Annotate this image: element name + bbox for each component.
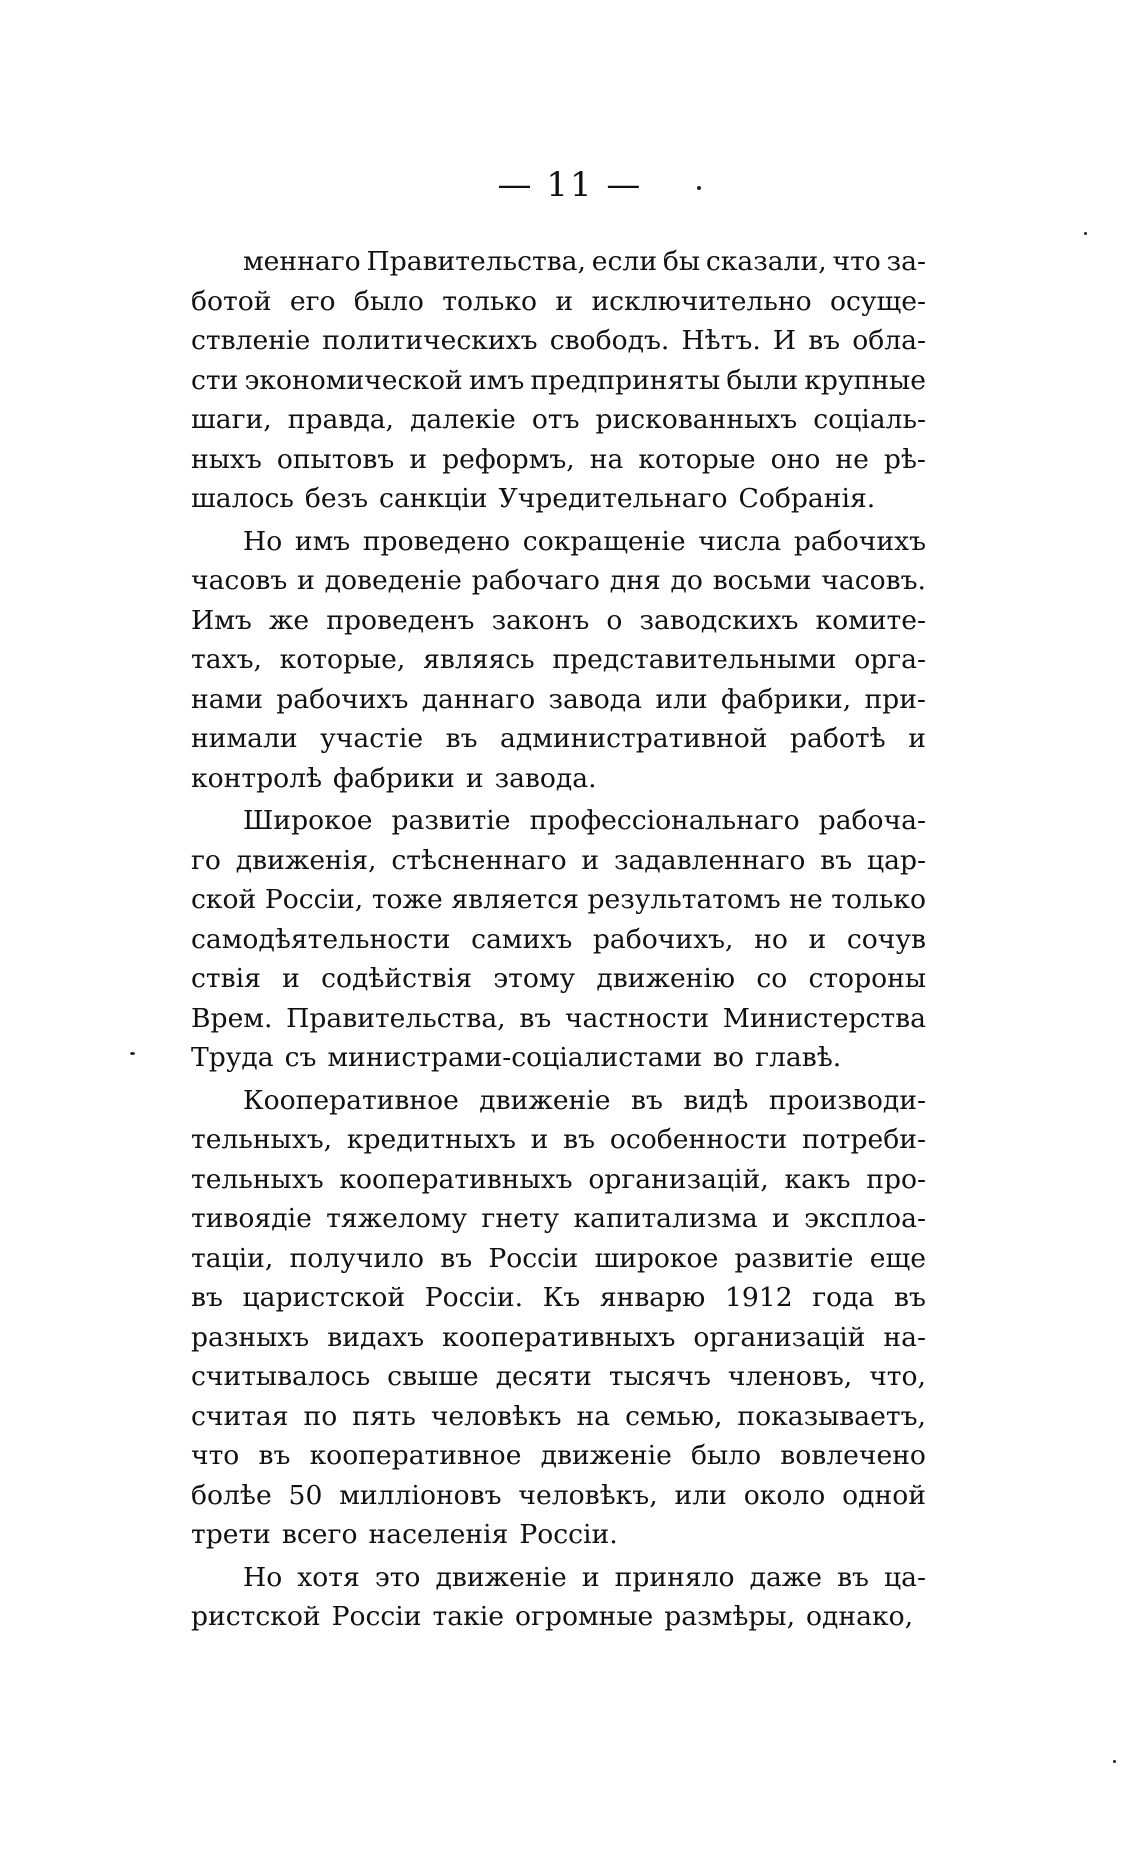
word: что,	[869, 1361, 926, 1392]
word: профессіональнаго	[529, 805, 800, 836]
word: го	[191, 844, 221, 876]
word: Собранія.	[738, 483, 876, 514]
word: осуще-	[829, 285, 926, 317]
word: шалось	[191, 483, 294, 514]
page-number: — 11 —	[497, 165, 643, 205]
word: тивоядіе	[191, 1203, 312, 1234]
word: но	[754, 923, 788, 955]
word: даннаго	[421, 683, 536, 715]
word: Но	[243, 1561, 283, 1593]
word: милліоновъ	[339, 1479, 502, 1511]
word: Нѣтъ.	[681, 325, 761, 356]
word: заводскихъ	[639, 604, 799, 636]
text-line	[191, 242, 926, 282]
word: пять	[352, 1400, 416, 1432]
text-line	[191, 640, 926, 680]
word: фабрики,	[720, 683, 852, 715]
word: движеніе	[479, 1084, 611, 1116]
word: движенія,	[235, 844, 377, 876]
word: даже	[749, 1561, 823, 1593]
word: Имъ	[191, 604, 252, 636]
word: Правительства,	[286, 1002, 506, 1034]
text-line	[191, 321, 926, 361]
word: такіе	[432, 1601, 504, 1632]
word: въ	[837, 1561, 869, 1593]
word: сочув	[846, 923, 926, 955]
word: и	[808, 923, 827, 955]
word: кооперативныхъ	[339, 1163, 573, 1195]
word: рабочаго	[471, 565, 600, 596]
text-line	[191, 1199, 926, 1239]
word: Врем.	[191, 1002, 273, 1034]
word: доведеніе	[324, 565, 462, 596]
word: завода	[548, 683, 643, 715]
word: около	[743, 1479, 826, 1511]
text-line	[191, 1357, 926, 1397]
text-line	[191, 361, 926, 401]
word: которые,	[279, 644, 406, 675]
word: эксплоа-	[804, 1203, 926, 1234]
word: сказали,	[705, 246, 827, 277]
word: оно	[770, 443, 821, 475]
text-line	[191, 801, 926, 841]
word: по	[303, 1400, 338, 1432]
word: самодѣятельности	[191, 923, 451, 955]
paragraph	[191, 522, 926, 799]
word: сокращеніе	[522, 525, 686, 557]
word: ца-	[884, 1561, 926, 1593]
word: въ	[808, 325, 841, 356]
word: стѣсненнаго	[391, 844, 567, 876]
word: и	[555, 285, 574, 317]
word: этому	[493, 963, 576, 994]
word: свыше	[387, 1361, 479, 1392]
paragraph	[191, 801, 926, 1078]
word: нами	[191, 683, 263, 715]
word: видѣ	[683, 1084, 749, 1116]
word: рабочихъ,	[592, 923, 734, 955]
word: главѣ.	[755, 1042, 842, 1073]
word: при-	[864, 683, 926, 715]
word: результатомъ	[587, 884, 781, 915]
text-line	[191, 1397, 926, 1437]
word: и	[581, 1561, 600, 1593]
word: бы	[662, 246, 701, 277]
speck	[130, 1052, 135, 1055]
text-line	[191, 680, 926, 720]
word: ствія	[191, 963, 261, 994]
word: Россіи,	[264, 884, 364, 915]
word: контролѣ	[191, 762, 323, 794]
word: и	[772, 1203, 790, 1234]
word: въ	[820, 844, 853, 876]
word: и	[297, 565, 315, 596]
word: размѣры,	[664, 1601, 796, 1632]
word: семью,	[625, 1400, 723, 1432]
text-line	[191, 1239, 926, 1279]
text-line	[191, 1081, 926, 1121]
word: часовъ	[191, 565, 288, 596]
word: шаги,	[191, 404, 272, 435]
word: это	[374, 1561, 421, 1593]
word: Широкое	[243, 805, 373, 836]
word: человѣкъ,	[518, 1479, 658, 1511]
word: частности	[564, 1002, 710, 1034]
text-line	[191, 282, 926, 322]
word: человѣкъ	[430, 1400, 562, 1432]
text-line	[191, 999, 926, 1039]
word: тахъ,	[191, 644, 262, 675]
word: особенности	[609, 1124, 788, 1155]
word: и	[409, 443, 428, 475]
word: рискованныхъ	[595, 404, 798, 435]
word: видахъ	[327, 1321, 425, 1353]
text-line	[191, 440, 926, 480]
text-line	[191, 522, 926, 562]
word: если	[591, 246, 658, 277]
word: не	[835, 443, 869, 475]
text-line	[191, 1038, 926, 1078]
word: политическихъ	[322, 325, 538, 356]
text-line	[191, 920, 926, 960]
word: кооперативныхъ	[442, 1321, 676, 1353]
word: меннаго	[243, 246, 361, 277]
word: Россіи	[331, 1601, 422, 1632]
word: Но	[243, 525, 283, 557]
word: десяти	[495, 1361, 592, 1392]
text-line	[191, 880, 926, 920]
word: въ	[445, 723, 478, 754]
word: что	[191, 1440, 240, 1471]
word: свободъ.	[549, 325, 670, 356]
word: въ	[258, 1440, 291, 1471]
word: имъ	[468, 364, 525, 396]
word: было	[691, 1440, 762, 1471]
text-line	[191, 1558, 926, 1598]
word: и	[530, 1124, 549, 1155]
word: въ	[519, 1002, 552, 1034]
word: являясь	[423, 644, 535, 675]
text-line	[191, 1160, 926, 1200]
word: только	[831, 884, 926, 915]
word: рѣ-	[883, 443, 926, 475]
word: фабрики	[333, 762, 455, 794]
word: только	[442, 285, 538, 317]
word: о	[606, 604, 623, 636]
word: комите-	[815, 604, 926, 636]
paragraph	[191, 1558, 926, 1637]
word: санкціи	[379, 483, 488, 514]
word: 1912	[724, 1282, 793, 1313]
word: Труда	[191, 1042, 274, 1073]
word: работѣ	[790, 723, 886, 754]
word: проведенъ	[326, 604, 475, 636]
word: населенія	[368, 1519, 509, 1550]
word: исключительно	[591, 285, 812, 317]
word: проведено	[362, 525, 511, 557]
word: рабочихъ	[793, 525, 926, 557]
word: въ	[563, 1124, 596, 1155]
word: тоже	[371, 884, 443, 915]
text-line	[191, 959, 926, 999]
word: ствленіе	[191, 325, 311, 356]
word: реформъ,	[442, 443, 575, 475]
word: опытовъ	[276, 443, 395, 475]
word: тысячъ	[608, 1361, 711, 1392]
word: до	[670, 565, 703, 596]
word: нимали	[191, 723, 298, 754]
word: разныхъ	[191, 1321, 310, 1353]
word: какъ	[784, 1163, 851, 1195]
word: завода.	[494, 762, 597, 794]
word: и	[282, 963, 300, 994]
word: хотя	[297, 1561, 360, 1593]
word: вовлечено	[780, 1440, 926, 1471]
speck	[1113, 1760, 1116, 1763]
word: еще	[869, 1242, 926, 1274]
text-line	[191, 479, 926, 519]
word: приняло	[614, 1561, 735, 1593]
word: стороны	[808, 963, 926, 994]
speck	[697, 186, 701, 190]
word: правда,	[287, 404, 395, 435]
word: были	[726, 364, 799, 396]
text-line	[191, 601, 926, 641]
word: болѣе	[191, 1479, 272, 1511]
word: развитіе	[734, 1242, 854, 1274]
word: въ	[630, 1084, 663, 1116]
word: участіе	[320, 723, 424, 754]
word: ботой	[191, 285, 272, 317]
word: гнету	[481, 1203, 560, 1234]
word: является	[451, 884, 579, 915]
word: широкое	[594, 1242, 719, 1274]
word: крупные	[804, 364, 926, 396]
word: орга-	[854, 644, 926, 675]
word: или	[655, 683, 708, 715]
word: во	[713, 1042, 745, 1073]
word: таціи,	[191, 1242, 274, 1274]
word: кооперативное	[309, 1440, 522, 1471]
word: развитіе	[391, 805, 511, 836]
word: дня	[609, 565, 661, 596]
word: ской	[191, 884, 257, 915]
text-line	[191, 1436, 926, 1476]
word: капитализма	[573, 1203, 758, 1234]
word: же	[268, 604, 310, 636]
word: и	[908, 723, 926, 754]
word: или	[674, 1479, 727, 1511]
word: трети	[191, 1519, 271, 1550]
word: что	[832, 246, 881, 277]
word: въ	[440, 1242, 473, 1274]
word: И	[772, 325, 797, 356]
word: числа	[698, 525, 782, 557]
word: всего	[281, 1519, 358, 1550]
word: движеніе	[540, 1440, 672, 1471]
word: тяжелому	[326, 1203, 468, 1234]
word: одной	[842, 1479, 926, 1511]
word: не	[789, 884, 823, 915]
word: часовъ.	[821, 565, 926, 596]
word: на-	[883, 1321, 926, 1353]
body-text	[191, 242, 926, 1637]
word: производи-	[768, 1084, 926, 1116]
word: за-	[886, 246, 926, 277]
word: Россіи	[488, 1242, 579, 1274]
word: кредитныхъ	[346, 1124, 516, 1155]
text-line	[191, 561, 926, 601]
word: обла-	[852, 325, 926, 356]
word: 50	[288, 1479, 323, 1511]
word: въ	[894, 1282, 926, 1313]
word: организацій,	[588, 1163, 769, 1195]
word: Россіи.	[424, 1282, 524, 1313]
word: далекіе	[410, 404, 516, 435]
word: цар-	[867, 844, 926, 876]
word: потреби-	[802, 1124, 926, 1155]
text-line	[191, 841, 926, 881]
word: было	[353, 285, 424, 317]
text-line	[191, 1120, 926, 1160]
text-line	[191, 1476, 926, 1516]
text-line	[191, 1515, 926, 1555]
word: представительными	[552, 644, 837, 675]
word: движеніе	[435, 1561, 567, 1593]
word: Правительства,	[366, 246, 586, 277]
speck	[1084, 232, 1087, 235]
word: Россіи.	[519, 1519, 618, 1550]
word: имъ	[294, 525, 351, 557]
word: Кооперативное	[243, 1084, 459, 1116]
word: однако,	[806, 1601, 914, 1632]
word: на	[589, 443, 624, 475]
word: съ	[284, 1042, 317, 1073]
paragraph	[191, 1081, 926, 1555]
word: въ	[191, 1282, 223, 1313]
word: предприняты	[530, 364, 721, 396]
word: получило	[289, 1242, 425, 1274]
word: огромные	[514, 1601, 654, 1632]
word: содѣйствія	[321, 963, 472, 994]
word: тельныхъ	[191, 1163, 324, 1195]
word: министрами-соціалистами	[327, 1042, 703, 1073]
word: ристской	[191, 1601, 321, 1632]
word: соціаль-	[813, 404, 926, 435]
word: членовъ,	[727, 1361, 853, 1392]
word: рабочихъ	[276, 683, 409, 715]
word: тельныхъ,	[191, 1124, 333, 1155]
word: показываетъ,	[737, 1400, 926, 1432]
word: царистской	[242, 1282, 406, 1313]
word: считая	[191, 1400, 289, 1432]
word: его	[289, 285, 336, 317]
word: законъ	[491, 604, 590, 636]
word: рабоча-	[818, 805, 926, 836]
word: года	[812, 1282, 875, 1313]
word: на	[576, 1400, 611, 1432]
word: январю	[599, 1282, 706, 1313]
word: и	[465, 762, 484, 794]
word: безъ	[304, 483, 369, 514]
word: отъ	[531, 404, 580, 435]
word: Къ	[542, 1282, 581, 1313]
word: про-	[866, 1163, 926, 1195]
text-line	[191, 1597, 926, 1637]
text-line	[191, 719, 926, 759]
word: Учредительнаго	[498, 483, 728, 514]
word: сти	[191, 364, 239, 396]
word: ныхъ	[191, 443, 262, 475]
word: задавленнаго	[613, 844, 806, 876]
text-line	[191, 1278, 926, 1318]
text-line	[191, 759, 926, 799]
word: восьми	[712, 565, 812, 596]
word: Министерства	[722, 1002, 926, 1034]
word: со	[756, 963, 788, 994]
word: организацій	[693, 1321, 866, 1353]
word: движенію	[596, 963, 736, 994]
text-line	[191, 400, 926, 440]
word: экономической	[244, 364, 463, 396]
word: которые	[638, 443, 756, 475]
paragraph	[191, 242, 926, 519]
word: и	[581, 844, 600, 876]
word: самихъ	[471, 923, 573, 955]
word: административной	[500, 723, 768, 754]
word: считывалось	[191, 1361, 371, 1392]
text-line	[191, 1318, 926, 1358]
